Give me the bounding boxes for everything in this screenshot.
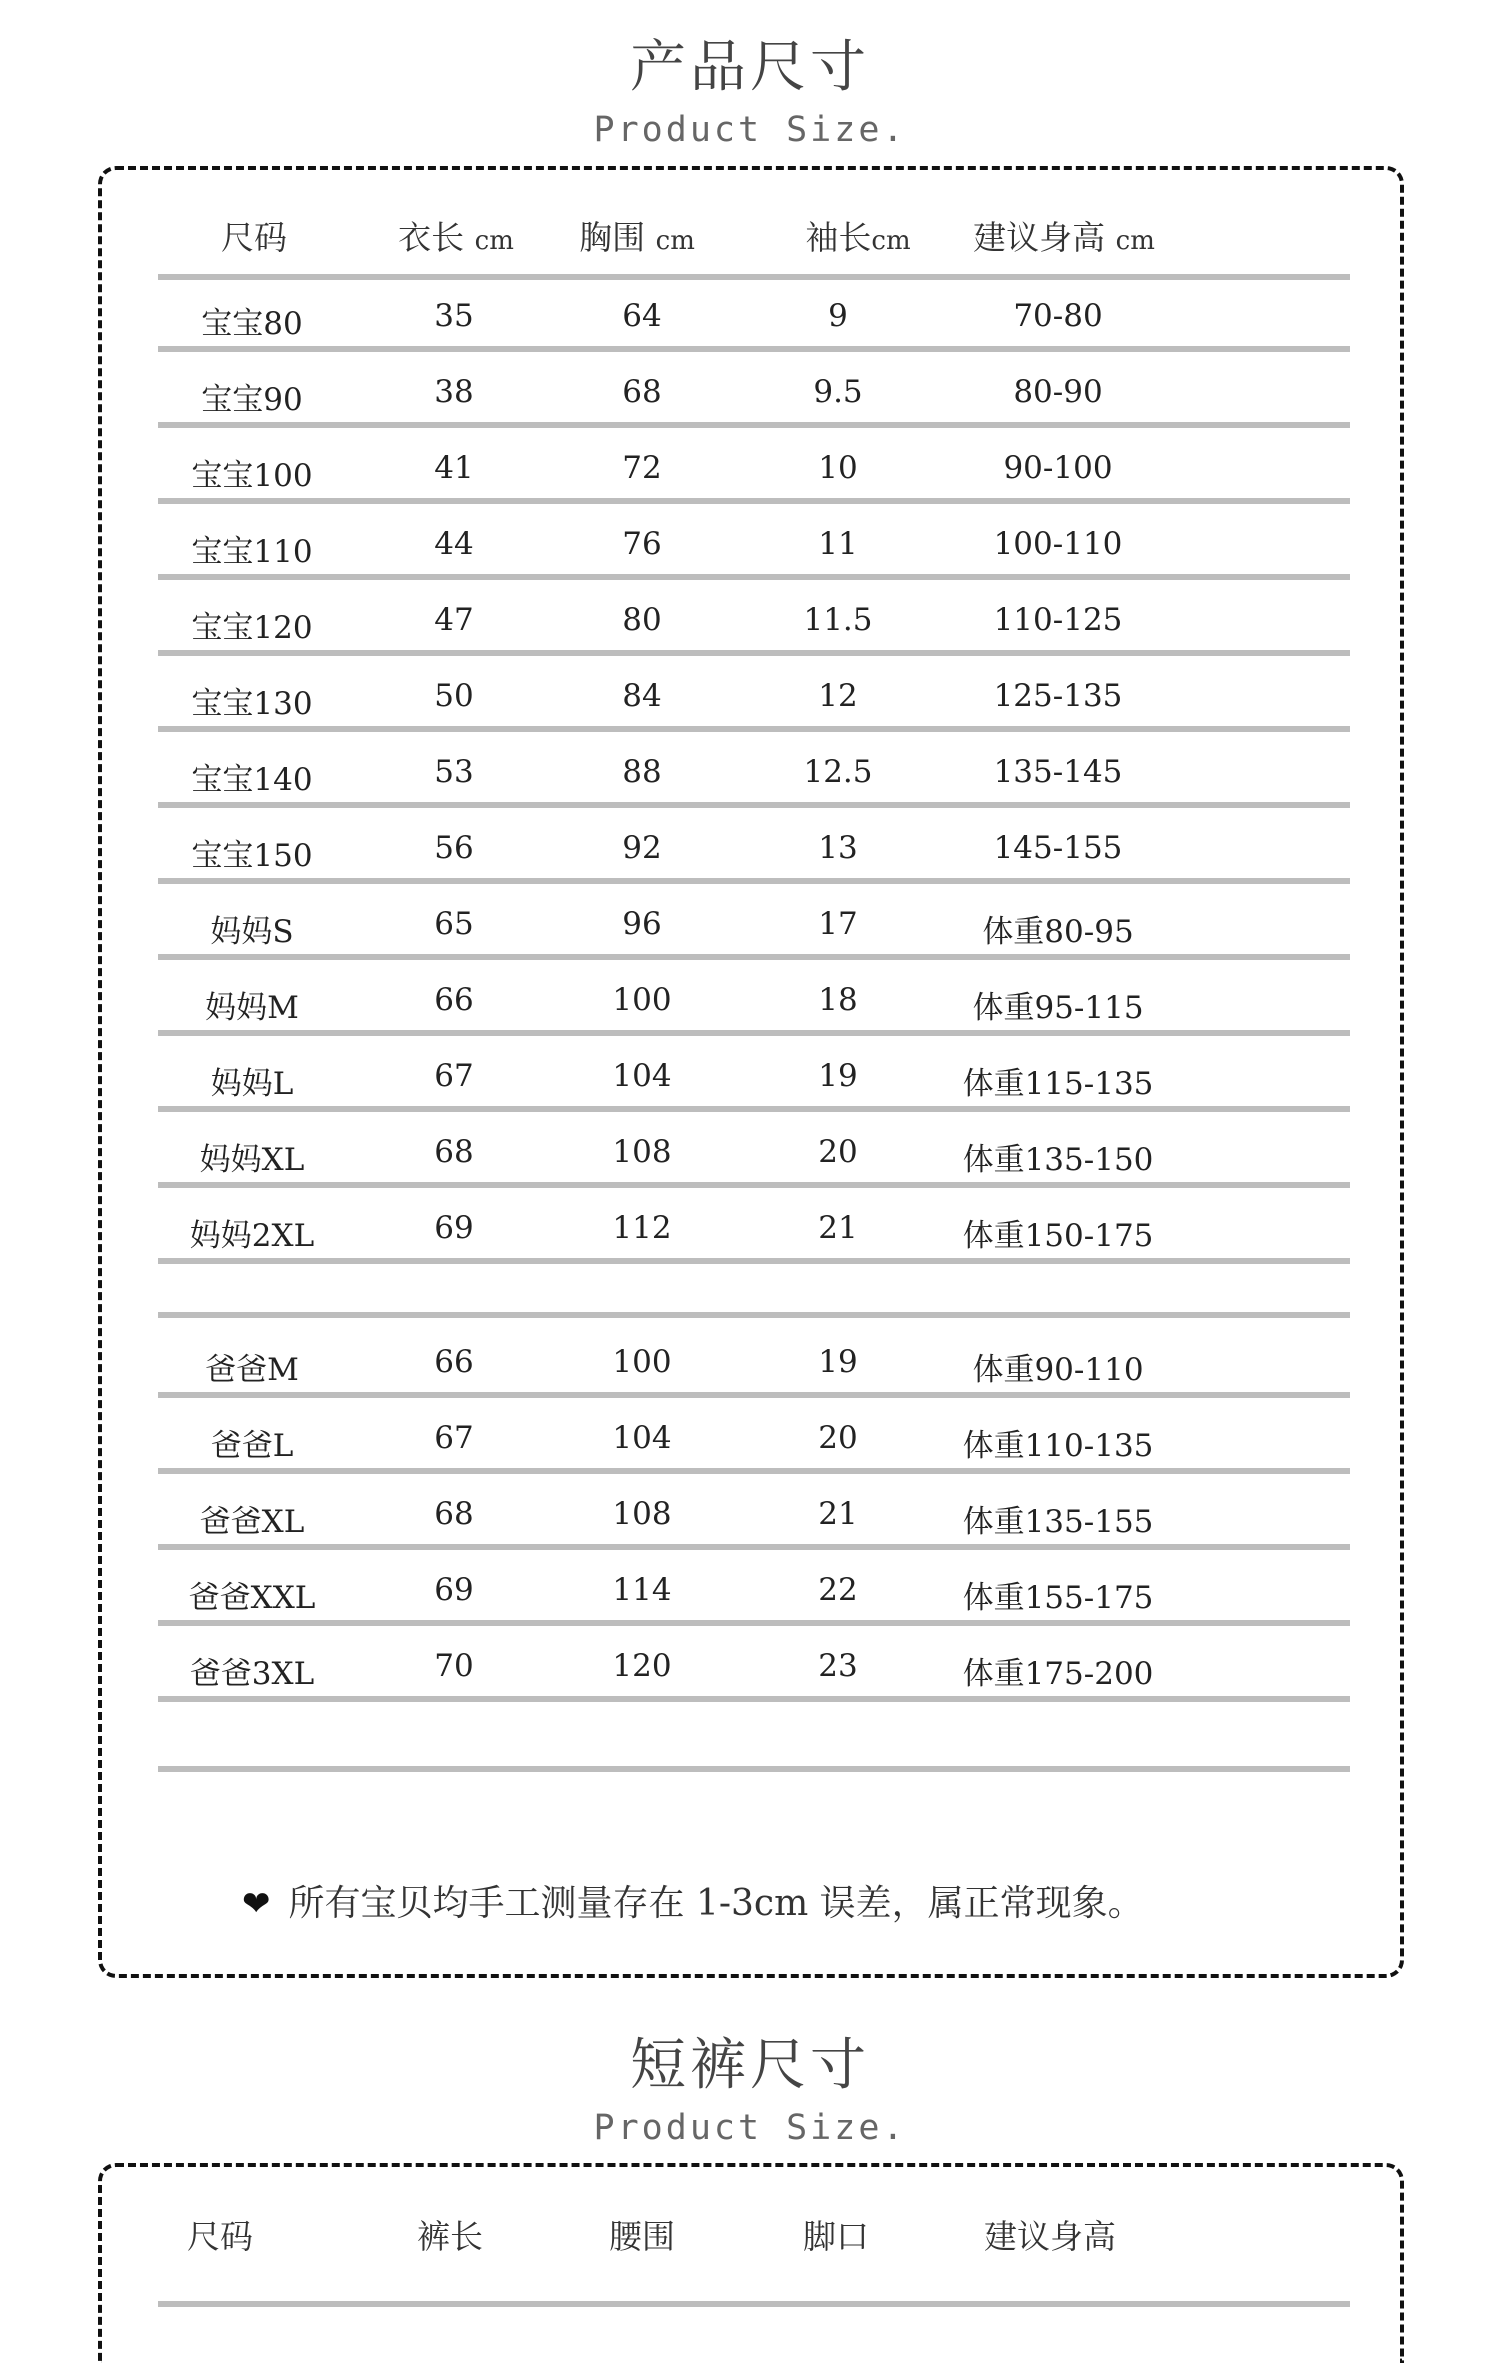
row-divider [158,346,1350,352]
size-cell: 妈妈L [210,1066,294,1102]
row-divider [158,1620,1350,1626]
value-cell: 11 [818,526,858,562]
shorts-header-size: 尺码 [187,2217,253,2256]
size-cell: 爸爸XXL [188,1580,316,1616]
table-row [102,1480,1400,1540]
page-title: 产品尺寸 [630,35,870,100]
value-cell: 135-145 [993,754,1123,790]
value-cell: 92 [622,830,662,866]
table-row [102,1118,1400,1178]
measurement-note [242,1875,1144,1926]
value-cell: 53 [434,754,474,790]
table-row [102,1632,1400,1692]
value-cell: 体重135-155 [962,1504,1154,1540]
size-cell: 妈妈XL [199,1142,305,1178]
value-cell: 21 [818,1496,858,1532]
row-divider [158,1030,1350,1036]
value-cell: 110-125 [993,602,1123,638]
row-divider [158,498,1350,504]
value-cell: 68 [434,1134,474,1170]
header-height-unit: cm [1115,226,1155,256]
value-cell: 47 [434,602,474,638]
size-title-block [0,35,1500,150]
value-cell: 120 [612,1648,672,1684]
value-cell: 112 [612,1210,672,1246]
row-divider [158,1696,1350,1702]
shorts-header-rule [158,2301,1350,2307]
value-cell: 104 [612,1420,672,1456]
shorts-title-block [0,2033,1500,2148]
row-divider [158,878,1350,884]
value-cell: 56 [434,830,474,866]
value-cell: 64 [622,298,662,334]
shorts-header-waist: 腰围 [609,2217,675,2256]
value-cell: 体重110-135 [962,1428,1154,1464]
size-cell: 宝宝120 [191,610,313,646]
table-row [102,1404,1400,1464]
value-cell: 84 [622,678,662,714]
value-cell: 20 [818,1420,858,1456]
value-cell: 23 [818,1648,858,1684]
value-cell: 67 [434,1058,474,1094]
row-divider [158,726,1350,732]
shorts-table-card [98,2163,1404,2363]
table-row [102,510,1400,570]
value-cell: 68 [434,1496,474,1532]
row-divider [158,1544,1350,1550]
value-cell: 10 [818,450,858,486]
size-cell: 宝宝130 [191,686,313,722]
shorts-header-hem: 脚口 [803,2217,869,2256]
value-cell: 90-100 [1003,450,1113,486]
table-row [102,738,1400,798]
value-cell: 17 [818,906,858,942]
header-size-label: 尺码 [221,218,287,257]
value-cell: 20 [818,1134,858,1170]
size-cell: 妈妈2XL [189,1218,315,1254]
table-row [102,1042,1400,1102]
table-row [102,1556,1400,1616]
shorts-table-header [102,2211,1400,2271]
value-cell: 88 [622,754,662,790]
size-cell: 爸爸M [205,1352,299,1388]
row-divider [158,422,1350,428]
header-size [221,212,287,259]
header-length-label: 衣长 [398,218,465,257]
value-cell: 体重95-115 [972,990,1144,1026]
group-divider [158,1312,1350,1318]
header-chest-unit: cm [655,226,695,256]
value-cell: 12.5 [803,754,873,790]
value-cell: 21 [818,1210,858,1246]
value-cell: 体重150-175 [962,1218,1154,1254]
header-length-unit: cm [474,226,514,256]
value-cell: 38 [434,374,474,410]
value-cell: 108 [612,1496,672,1532]
value-cell: 65 [434,906,474,942]
value-cell: 114 [612,1572,672,1608]
table-row [102,586,1400,646]
table-bottom-rule [158,1766,1350,1772]
value-cell: 44 [434,526,474,562]
size-cell: 妈妈S [210,914,294,950]
value-cell: 69 [434,1210,474,1246]
table-row [102,966,1400,1026]
row-divider [158,954,1350,960]
header-height [973,212,1155,259]
heart-icon: ❤ [242,1884,271,1924]
value-cell: 100-110 [993,526,1123,562]
table-row [102,282,1400,342]
value-cell: 100 [612,982,672,1018]
value-cell: 80 [622,602,662,638]
page-subtitle: Product Size. [593,110,907,150]
table-row [102,890,1400,950]
table-row [102,434,1400,494]
value-cell: 145-155 [993,830,1123,866]
size-table-card [98,166,1404,1978]
value-cell: 体重135-150 [962,1142,1154,1178]
value-cell: 70-80 [1013,298,1103,334]
shorts-subtitle: Product Size. [593,2108,907,2148]
row-divider [158,1392,1350,1398]
value-cell: 96 [622,906,662,942]
size-cell: 宝宝100 [191,458,313,494]
value-cell: 体重90-110 [972,1352,1144,1388]
value-cell: 67 [434,1420,474,1456]
value-cell: 9.5 [813,374,863,410]
header-length [398,212,514,259]
value-cell: 13 [818,830,858,866]
table-row [102,662,1400,722]
value-cell: 12 [818,678,858,714]
row-divider [158,802,1350,808]
value-cell: 50 [434,678,474,714]
value-cell: 19 [818,1344,858,1380]
size-cell: 宝宝80 [201,306,303,342]
size-cell: 宝宝110 [191,534,313,570]
shorts-header-length: 裤长 [417,2217,483,2256]
measurement-note-text: 所有宝贝均手工测量存在 1-3cm 误差，属正常现象。 [288,1883,1144,1924]
header-sleeve-unit: cm [871,226,911,256]
header-rule [158,274,1350,280]
table-row [102,1194,1400,1254]
value-cell: 18 [818,982,858,1018]
header-sleeve-label: 袖长 [805,218,872,257]
value-cell: 76 [622,526,662,562]
value-cell: 22 [818,1572,858,1608]
value-cell: 66 [434,982,474,1018]
value-cell: 108 [612,1134,672,1170]
header-sleeve [805,212,910,259]
row-divider [158,1106,1350,1112]
value-cell: 70 [434,1648,474,1684]
size-table-header [102,212,1400,272]
value-cell: 19 [818,1058,858,1094]
size-cell: 宝宝140 [191,762,313,798]
value-cell: 125-135 [993,678,1123,714]
value-cell: 69 [434,1572,474,1608]
row-divider [158,1258,1350,1264]
row-divider [158,650,1350,656]
row-divider [158,1468,1350,1474]
shorts-header-height: 建议身高 [984,2217,1116,2256]
header-height-label: 建议身高 [973,218,1106,257]
row-divider [158,574,1350,580]
size-cell: 宝宝90 [201,382,303,418]
value-cell: 35 [434,298,474,334]
size-cell: 爸爸L [210,1428,294,1464]
value-cell: 体重115-135 [962,1066,1154,1102]
value-cell: 66 [434,1344,474,1380]
shorts-title: 短裤尺寸 [630,2033,870,2098]
size-cell: 爸爸3XL [189,1656,315,1692]
value-cell: 11.5 [803,602,873,638]
value-cell: 9 [828,298,848,334]
size-cell: 妈妈M [205,990,299,1026]
value-cell: 体重175-200 [962,1656,1154,1692]
value-cell: 体重80-95 [982,914,1134,950]
value-cell: 68 [622,374,662,410]
value-cell: 72 [622,450,662,486]
size-cell: 爸爸XL [199,1504,305,1540]
value-cell: 100 [612,1344,672,1380]
table-row [102,814,1400,874]
value-cell: 体重155-175 [962,1580,1154,1616]
value-cell: 104 [612,1058,672,1094]
table-row [102,1328,1400,1388]
value-cell: 41 [434,450,474,486]
table-row [102,358,1400,418]
size-cell: 宝宝150 [191,838,313,874]
header-chest [579,212,695,259]
value-cell: 80-90 [1013,374,1103,410]
row-divider [158,1182,1350,1188]
header-chest-label: 胸围 [579,218,646,257]
